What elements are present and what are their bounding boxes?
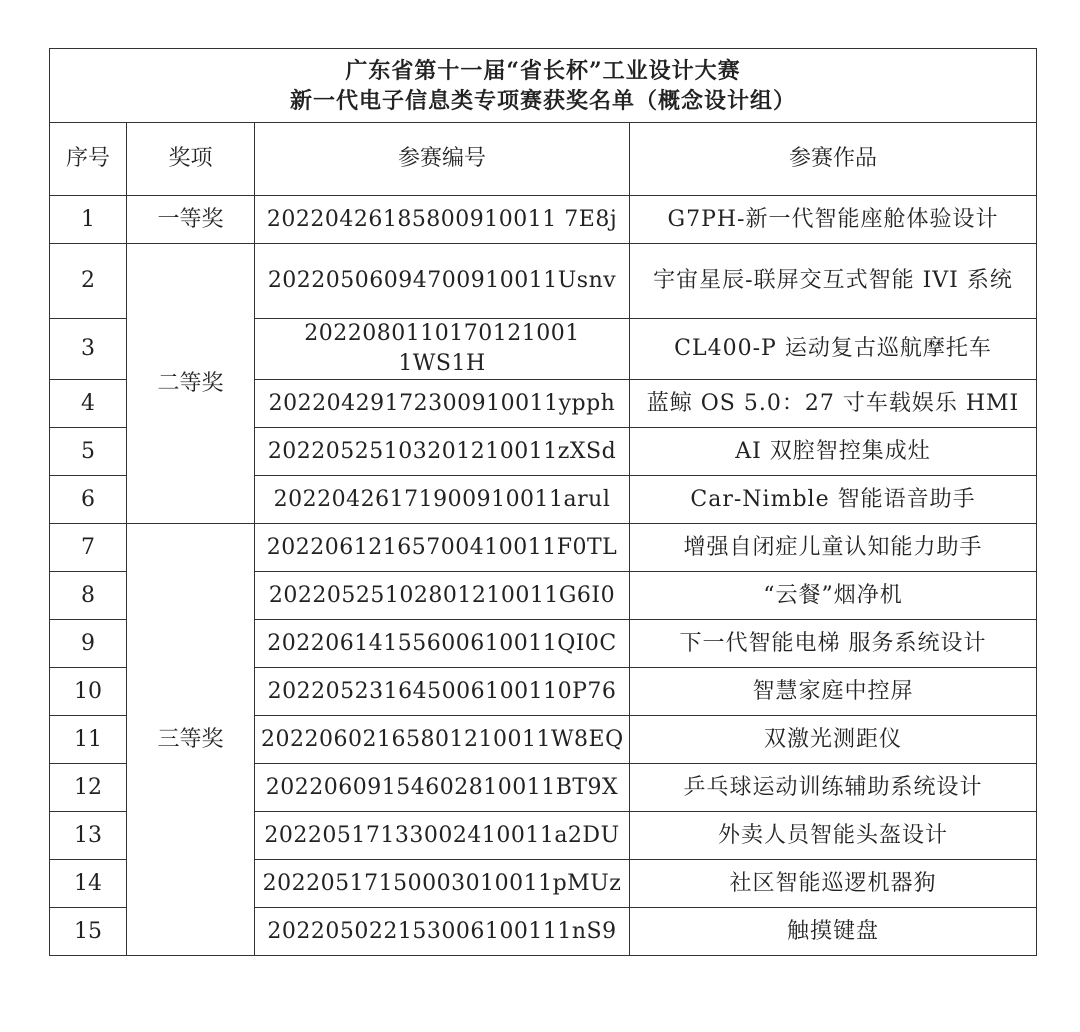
row-number: 6 xyxy=(50,476,127,524)
row-number: 11 xyxy=(50,716,127,764)
entry-work: G7PH-新一代智能座舱体验设计 xyxy=(630,196,1037,244)
award-table xyxy=(49,48,1037,956)
header-row xyxy=(50,123,1037,196)
entry-code: 20220614155600610011QI0C xyxy=(255,620,630,668)
row-number: 12 xyxy=(50,764,127,812)
entry-code: 20220612165700410011F0TL xyxy=(255,524,630,572)
entry-code: 20220506094700910011Usnv xyxy=(255,244,630,319)
entry-work: 智慧家庭中控屏 xyxy=(630,668,1037,716)
table-row xyxy=(50,196,1037,244)
entry-code: 20220426185800910011 7E8j xyxy=(255,196,630,244)
entry-work: 宇宙星辰-联屏交互式智能 IVI 系统 xyxy=(630,244,1037,319)
entry-code: 20220609154602810011BT9X xyxy=(255,764,630,812)
title-line-2: 新一代电子信息类专项赛获奖名单（概念设计组） xyxy=(290,87,797,114)
row-number: 14 xyxy=(50,860,127,908)
entry-code: 20220517150003010011pMUz xyxy=(255,860,630,908)
entry-code: 2022080110170121001 1WS1H xyxy=(255,319,630,380)
row-number: 1 xyxy=(50,196,127,244)
row-number: 7 xyxy=(50,524,127,572)
award-third: 三等奖 xyxy=(127,524,255,956)
row-number: 8 xyxy=(50,572,127,620)
table-title xyxy=(50,49,1037,123)
entry-code: 20220602165801210011W8EQ xyxy=(255,716,630,764)
entry-code: 20220517133002410011a2DU xyxy=(255,812,630,860)
row-number: 15 xyxy=(50,908,127,956)
row-number: 5 xyxy=(50,428,127,476)
award-second: 二等奖 xyxy=(127,244,255,524)
row-number: 13 xyxy=(50,812,127,860)
entry-work: 触摸键盘 xyxy=(630,908,1037,956)
entry-work: 双激光测距仪 xyxy=(630,716,1037,764)
header-work: 参赛作品 xyxy=(630,123,1037,196)
row-number: 3 xyxy=(50,319,127,380)
table-row xyxy=(50,244,1037,319)
entry-code: 20220525102801210011G6I0 xyxy=(255,572,630,620)
entry-code: 20220426171900910011arul xyxy=(255,476,630,524)
entry-code: 20220525103201210011zXSd xyxy=(255,428,630,476)
entry-work: 外卖人员智能头盔设计 xyxy=(630,812,1037,860)
title-line-1: 广东省第十一届“省长杯”工业设计大赛 xyxy=(345,57,741,84)
row-number: 9 xyxy=(50,620,127,668)
entry-work: 增强自闭症儿童认知能力助手 xyxy=(630,524,1037,572)
row-number: 10 xyxy=(50,668,127,716)
entry-work: 乒乓球运动训练辅助系统设计 xyxy=(630,764,1037,812)
table-row xyxy=(50,524,1037,572)
row-number: 4 xyxy=(50,380,127,428)
entry-work: Car-Nimble 智能语音助手 xyxy=(630,476,1037,524)
entry-work: 下一代智能电梯 服务系统设计 xyxy=(630,620,1037,668)
entry-work: 蓝鲸 OS 5.0：27 寸车载娱乐 HMI xyxy=(630,380,1037,428)
entry-work: CL400-P 运动复古巡航摩托车 xyxy=(630,319,1037,380)
entry-work: “云餐”烟净机 xyxy=(630,572,1037,620)
entry-code: 202205231645006100110P76 xyxy=(255,668,630,716)
header-no: 序号 xyxy=(50,123,127,196)
header-code: 参赛编号 xyxy=(255,123,630,196)
entry-code: 202205022153006100111nS9 xyxy=(255,908,630,956)
entry-code: 20220429172300910011ypph xyxy=(255,380,630,428)
entry-work: AI 双腔智控集成灶 xyxy=(630,428,1037,476)
award-first: 一等奖 xyxy=(127,196,255,244)
row-number: 2 xyxy=(50,244,127,319)
header-award: 奖项 xyxy=(127,123,255,196)
entry-work: 社区智能巡逻机器狗 xyxy=(630,860,1037,908)
